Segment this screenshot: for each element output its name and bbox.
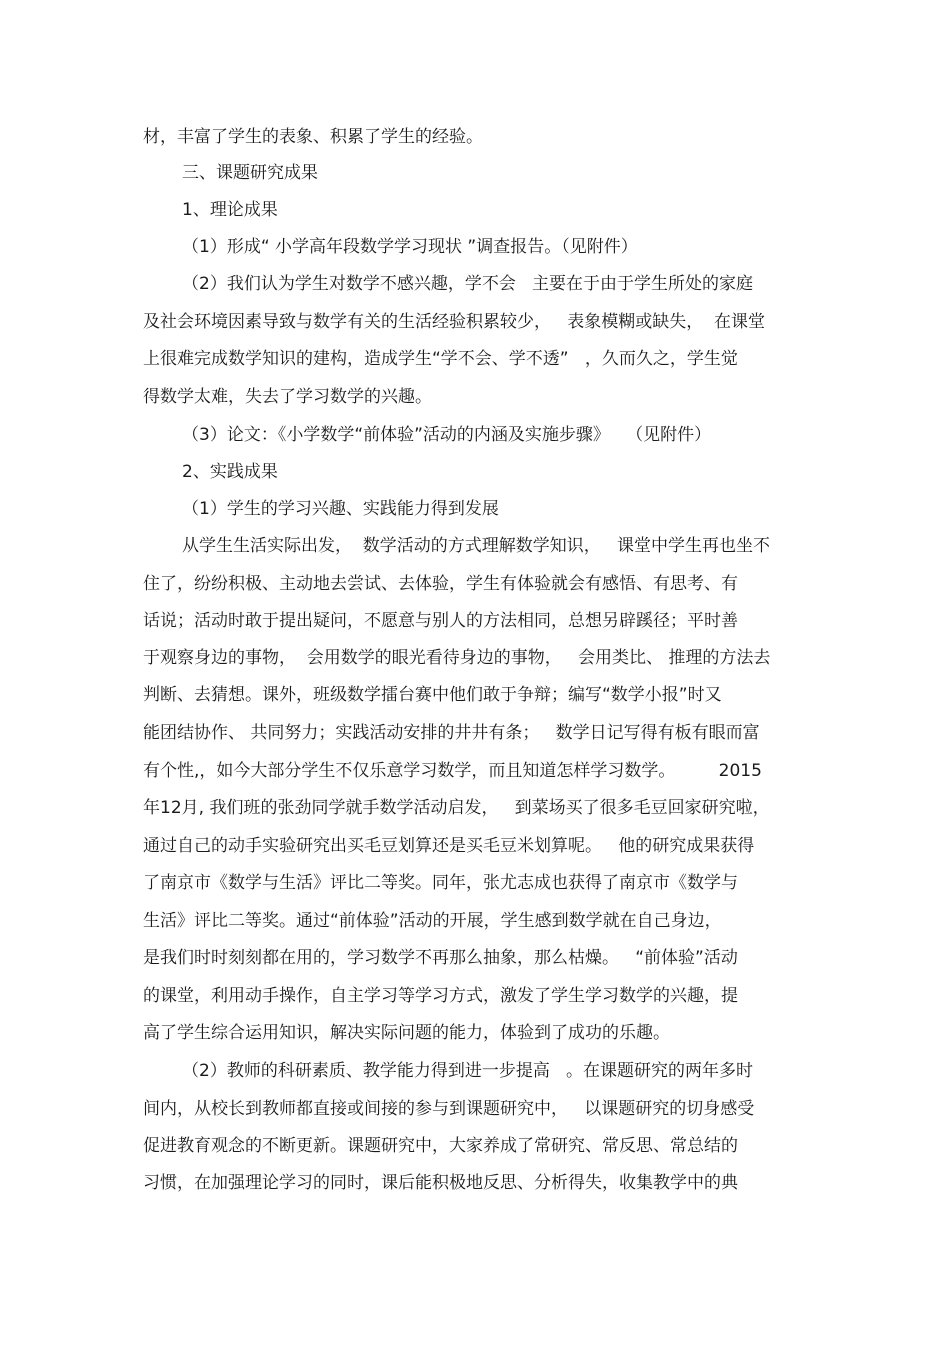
text-line: 有个性,，如今大部分学生不仅乐意学习数学，而且知道怎样学习数学。 2015 — [143, 761, 762, 781]
text-line: 是我们时时刻刻都在用的，学习数学不再那么抽象，那么枯燥。 “前体验”活动 — [143, 948, 738, 968]
text-line: 从学生生活实际出发， 数学活动的方式理解数学知识， 课堂中学生再也坐不 — [182, 536, 771, 556]
text-line: 得数学太难，失去了学习数学的兴趣。 — [143, 387, 432, 407]
text-line: 的课堂，利用动手操作，自主学习等学习方式，激发了学生学习数学的兴趣，提 — [143, 986, 738, 1006]
text-line: 通过自己的动手实验研究出买毛豆划算还是买毛豆米划算呢。 他的研究成果获得 — [143, 836, 755, 856]
subsection-heading: 1、理论成果 — [182, 200, 278, 220]
text-line: （1）形成“ 小学高年段数学学习现状 ”调查报告。（见附件） — [182, 237, 638, 257]
text-line: 能团结协作、 共同努力；实践活动安排的井井有条； 数学日记写得有板有眼而富 — [143, 723, 760, 743]
text-line: 住了，纷纷积极、主动地去尝试、去体验，学生有体验就会有感悟、有思考、有 — [143, 574, 738, 594]
section-heading: 三、课题研究成果 — [182, 163, 318, 183]
text-line: 上很难完成数学知识的建构，造成学生“学不会、学不透” ，久而久之，学生觉 — [143, 349, 738, 369]
subsection-heading: 2、实践成果 — [182, 462, 278, 482]
text-line: （3）论文：《小学数学“前体验”活动的内涵及实施步骤》 （见附件） — [182, 425, 712, 445]
text-line: 促进教育观念的不断更新。课题研究中，大家养成了常研究、常反思、常总结的 — [143, 1136, 738, 1156]
text-line: （2）教师的科研素质、教学能力得到进一步提高 。在课题研究的两年多时 — [182, 1061, 754, 1081]
text-line: 习惯，在加强理论学习的同时，课后能积极地反思、分析得失，收集教学中的典 — [143, 1173, 738, 1193]
text-line: 话说；活动时敢于提出疑问，不愿意与别人的方法相同，总想另辟蹊径；平时善 — [143, 611, 738, 631]
text-line: 高了学生综合运用知识，解决实际问题的能力，体验到了成功的乐趣。 — [143, 1023, 670, 1043]
text-line: 生活》评比二等奖。通过“前体验”活动的开展，学生感到数学就在自己身边， — [143, 911, 722, 931]
text-line: 判断、去猜想。课外，班级数学擂台赛中他们敢于争辩；编写“数学小报”时又 — [143, 685, 722, 705]
text-line: 及社会环境因素导致与数学有关的生活经验积累较少， 表象模糊或缺失， 在课堂 — [143, 312, 766, 332]
text-line: 材，丰富了学生的表象、积累了学生的经验。 — [143, 127, 483, 147]
text-line: 于观察身边的事物， 会用数学的眼光看待身边的事物， 会用类比、 推理的方法去 — [143, 648, 771, 668]
text-line: （2）我们认为学生对数学不感兴趣，学不会 主要在于由于学生所处的家庭 — [182, 274, 754, 294]
text-line: 间内，从校长到教师都直接或间接的参与到课题研究中， 以课题研究的切身感受 — [143, 1099, 755, 1119]
text-line: （1）学生的学习兴趣、实践能力得到发展 — [182, 499, 499, 519]
text-line: 了南京市《数学与生活》评比二等奖。同年，张尤志成也获得了南京市《数学与 — [143, 873, 738, 893]
text-line: 年12月, 我们班的张劲同学就手数学活动启发， 到菜场买了很多毛豆回家研究啦， — [143, 798, 770, 818]
